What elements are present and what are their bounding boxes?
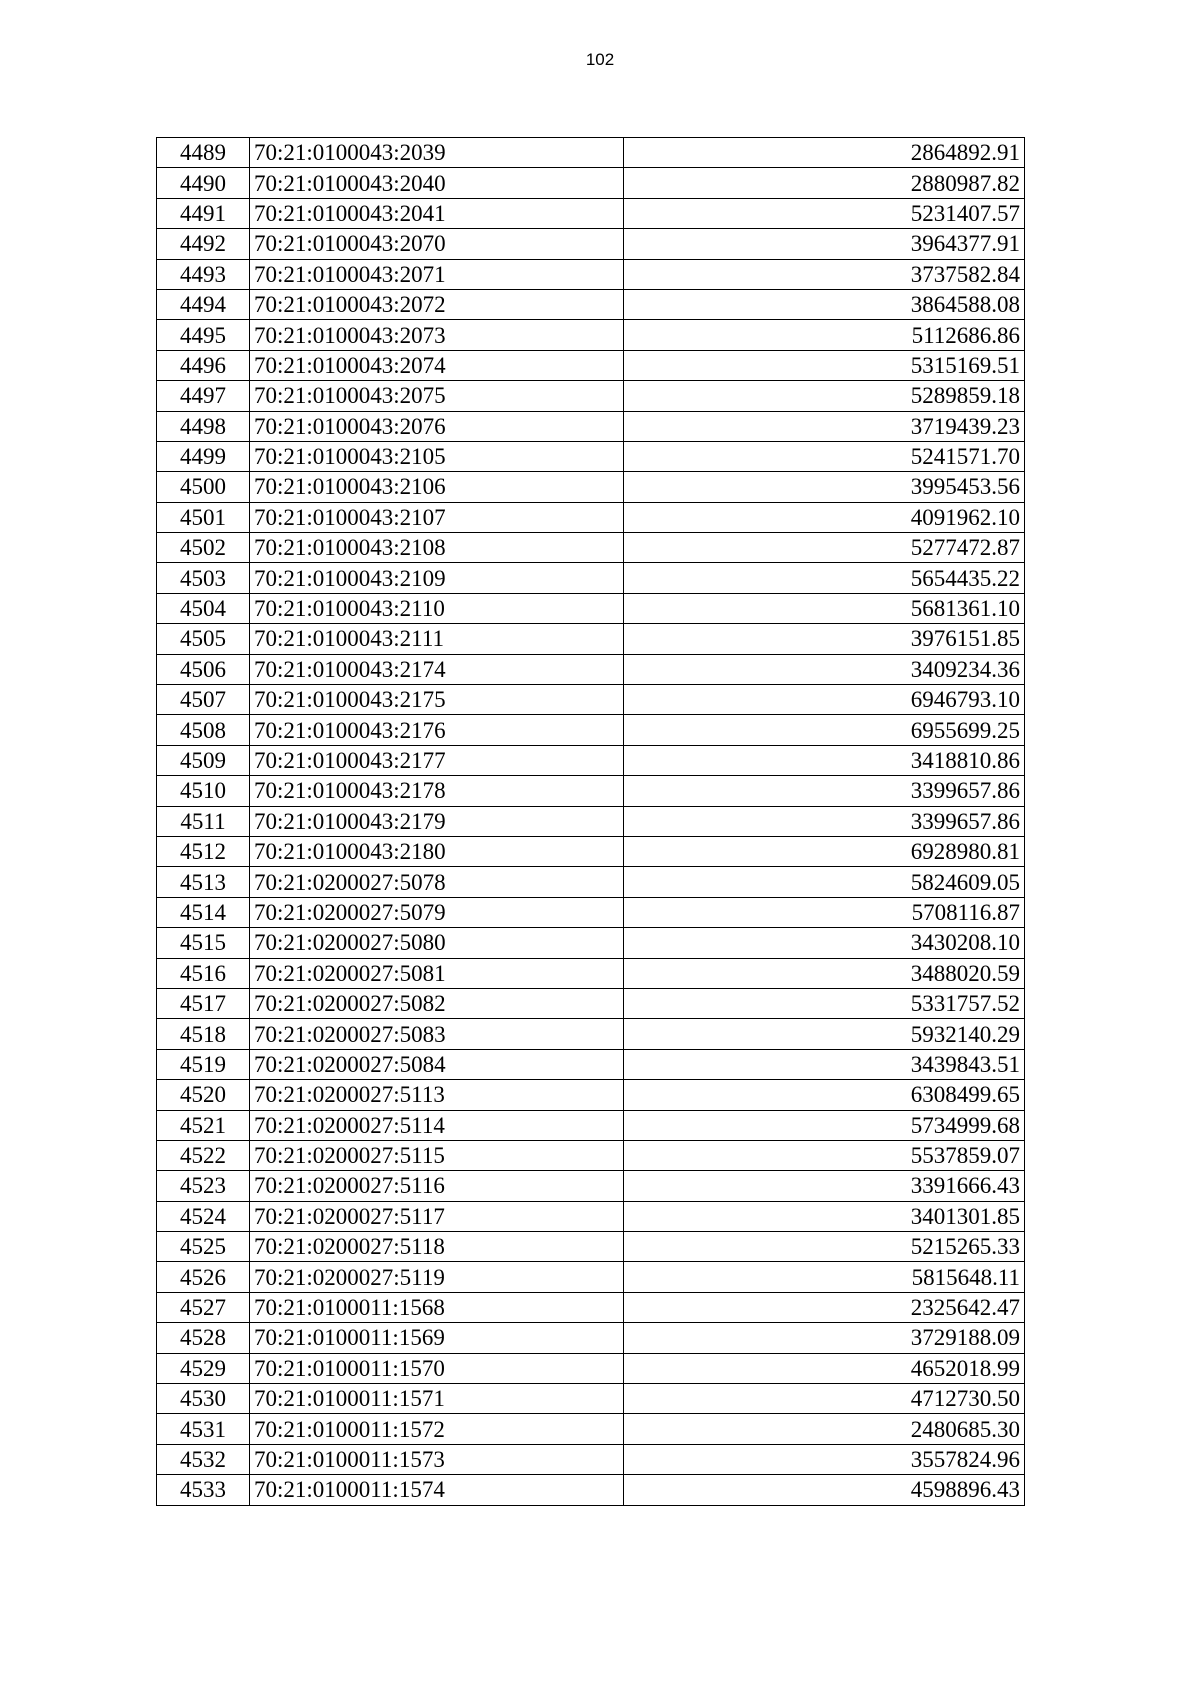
row-number-cell: 4506 <box>157 654 250 684</box>
row-number-cell: 4521 <box>157 1110 250 1140</box>
cadastral-value-cell: 5112686.86 <box>624 320 1025 350</box>
cadastral-number-cell: 70:21:0200027:5114 <box>250 1110 624 1140</box>
table-row <box>157 1049 1025 1079</box>
row-number-cell: 4524 <box>157 1201 250 1231</box>
cadastral-number-cell: 70:21:0100011:1568 <box>250 1292 624 1322</box>
table-row <box>157 776 1025 806</box>
cadastral-value-cell: 3399657.86 <box>624 806 1025 836</box>
table-row <box>157 1292 1025 1322</box>
cadastral-number-cell: 70:21:0100043:2109 <box>250 563 624 593</box>
row-number-cell: 4495 <box>157 320 250 350</box>
cadastral-number-cell: 70:21:0200027:5118 <box>250 1232 624 1262</box>
row-number-cell: 4520 <box>157 1080 250 1110</box>
cadastral-number-cell: 70:21:0100043:2107 <box>250 502 624 532</box>
table-row <box>157 928 1025 958</box>
table-row <box>157 1019 1025 1049</box>
row-number-cell: 4509 <box>157 745 250 775</box>
table-row <box>157 654 1025 684</box>
cadastral-value-cell: 3557824.96 <box>624 1444 1025 1474</box>
table-row <box>157 472 1025 502</box>
cadastral-value-cell: 3401301.85 <box>624 1201 1025 1231</box>
cadastral-value-cell: 4091962.10 <box>624 502 1025 532</box>
cadastral-value-cell: 3864588.08 <box>624 289 1025 319</box>
cadastral-number-cell: 70:21:0100043:2039 <box>250 138 624 168</box>
table-row <box>157 958 1025 988</box>
cadastral-value-cell: 5331757.52 <box>624 988 1025 1018</box>
row-number-cell: 4525 <box>157 1232 250 1262</box>
cadastral-number-cell: 70:21:0100043:2071 <box>250 259 624 289</box>
cadastral-number-cell: 70:21:0200027:5119 <box>250 1262 624 1292</box>
row-number-cell: 4531 <box>157 1414 250 1444</box>
table-row <box>157 533 1025 563</box>
table-row <box>157 198 1025 228</box>
table-row <box>157 836 1025 866</box>
row-number-cell: 4500 <box>157 472 250 502</box>
row-number-cell: 4511 <box>157 806 250 836</box>
cadastral-number-cell: 70:21:0100043:2040 <box>250 168 624 198</box>
cadastral-number-cell: 70:21:0100043:2074 <box>250 350 624 380</box>
cadastral-value-cell: 5289859.18 <box>624 381 1025 411</box>
table-row <box>157 1384 1025 1414</box>
cadastral-value-cell: 4652018.99 <box>624 1353 1025 1383</box>
table-row <box>157 1323 1025 1353</box>
row-number-cell: 4504 <box>157 593 250 623</box>
cadastral-number-cell: 70:21:0100011:1570 <box>250 1353 624 1383</box>
row-number-cell: 4501 <box>157 502 250 532</box>
cadastral-number-cell: 70:21:0100043:2073 <box>250 320 624 350</box>
row-number-cell: 4497 <box>157 381 250 411</box>
cadastral-number-cell: 70:21:0200027:5083 <box>250 1019 624 1049</box>
cadastral-value-table <box>156 137 1025 1506</box>
table-row <box>157 1080 1025 1110</box>
cadastral-value-cell: 5824609.05 <box>624 867 1025 897</box>
table-row <box>157 229 1025 259</box>
row-number-cell: 4507 <box>157 685 250 715</box>
row-number-cell: 4498 <box>157 411 250 441</box>
cadastral-value-cell: 3976151.85 <box>624 624 1025 654</box>
cadastral-value-cell: 5231407.57 <box>624 198 1025 228</box>
cadastral-number-cell: 70:21:0100043:2075 <box>250 381 624 411</box>
cadastral-value-cell: 3418810.86 <box>624 745 1025 775</box>
table-row <box>157 502 1025 532</box>
row-number-cell: 4530 <box>157 1384 250 1414</box>
cadastral-value-cell: 5815648.11 <box>624 1262 1025 1292</box>
row-number-cell: 4529 <box>157 1353 250 1383</box>
table-row <box>157 259 1025 289</box>
table-row <box>157 138 1025 168</box>
cadastral-number-cell: 70:21:0100011:1574 <box>250 1475 624 1505</box>
row-number-cell: 4502 <box>157 533 250 563</box>
cadastral-value-cell: 5315169.51 <box>624 350 1025 380</box>
table-row <box>157 988 1025 1018</box>
cadastral-value-cell: 3995453.56 <box>624 472 1025 502</box>
cadastral-value-cell: 5215265.33 <box>624 1232 1025 1262</box>
cadastral-value-cell: 5932140.29 <box>624 1019 1025 1049</box>
cadastral-number-cell: 70:21:0200027:5116 <box>250 1171 624 1201</box>
cadastral-number-cell: 70:21:0100011:1571 <box>250 1384 624 1414</box>
table-row <box>157 563 1025 593</box>
cadastral-value-cell: 3737582.84 <box>624 259 1025 289</box>
table-body <box>157 138 1025 1506</box>
table-row <box>157 381 1025 411</box>
cadastral-value-cell: 2880987.82 <box>624 168 1025 198</box>
row-number-cell: 4492 <box>157 229 250 259</box>
table-row <box>157 685 1025 715</box>
cadastral-number-cell: 70:21:0100043:2108 <box>250 533 624 563</box>
row-number-cell: 4533 <box>157 1475 250 1505</box>
table-row <box>157 1140 1025 1170</box>
table-row <box>157 897 1025 927</box>
row-number-cell: 4512 <box>157 836 250 866</box>
table-row <box>157 1414 1025 1444</box>
table-row <box>157 441 1025 471</box>
cadastral-value-cell: 3488020.59 <box>624 958 1025 988</box>
cadastral-number-cell: 70:21:0200027:5082 <box>250 988 624 1018</box>
cadastral-number-cell: 70:21:0100043:2041 <box>250 198 624 228</box>
row-number-cell: 4528 <box>157 1323 250 1353</box>
cadastral-number-cell: 70:21:0100043:2175 <box>250 685 624 715</box>
cadastral-number-cell: 70:21:0100043:2072 <box>250 289 624 319</box>
row-number-cell: 4519 <box>157 1049 250 1079</box>
row-number-cell: 4526 <box>157 1262 250 1292</box>
cadastral-value-cell: 4712730.50 <box>624 1384 1025 1414</box>
cadastral-number-cell: 70:21:0100043:2177 <box>250 745 624 775</box>
cadastral-value-cell: 5681361.10 <box>624 593 1025 623</box>
row-number-cell: 4517 <box>157 988 250 1018</box>
cadastral-number-cell: 70:21:0200027:5081 <box>250 958 624 988</box>
cadastral-value-cell: 5241571.70 <box>624 441 1025 471</box>
cadastral-number-cell: 70:21:0100043:2076 <box>250 411 624 441</box>
table-row <box>157 1110 1025 1140</box>
cadastral-number-cell: 70:21:0100011:1572 <box>250 1414 624 1444</box>
row-number-cell: 4515 <box>157 928 250 958</box>
cadastral-value-cell: 2864892.91 <box>624 138 1025 168</box>
table-row <box>157 1201 1025 1231</box>
row-number-cell: 4493 <box>157 259 250 289</box>
cadastral-number-cell: 70:21:0200027:5084 <box>250 1049 624 1079</box>
table-row <box>157 715 1025 745</box>
cadastral-value-cell: 3719439.23 <box>624 411 1025 441</box>
table-row <box>157 1353 1025 1383</box>
cadastral-value-cell: 5277472.87 <box>624 533 1025 563</box>
row-number-cell: 4494 <box>157 289 250 319</box>
row-number-cell: 4513 <box>157 867 250 897</box>
table-row <box>157 350 1025 380</box>
cadastral-number-cell: 70:21:0200027:5117 <box>250 1201 624 1231</box>
cadastral-value-cell: 3439843.51 <box>624 1049 1025 1079</box>
cadastral-number-cell: 70:21:0200027:5078 <box>250 867 624 897</box>
table-row <box>157 1232 1025 1262</box>
table-row <box>157 1171 1025 1201</box>
cadastral-number-cell: 70:21:0200027:5113 <box>250 1080 624 1110</box>
table-row <box>157 745 1025 775</box>
cadastral-value-cell: 4598896.43 <box>624 1475 1025 1505</box>
table-row <box>157 168 1025 198</box>
cadastral-value-cell: 6308499.65 <box>624 1080 1025 1110</box>
row-number-cell: 4518 <box>157 1019 250 1049</box>
row-number-cell: 4516 <box>157 958 250 988</box>
page-number: 102 <box>585 50 615 69</box>
cadastral-value-cell: 3964377.91 <box>624 229 1025 259</box>
row-number-cell: 4489 <box>157 138 250 168</box>
cadastral-number-cell: 70:21:0100043:2106 <box>250 472 624 502</box>
cadastral-number-cell: 70:21:0100011:1569 <box>250 1323 624 1353</box>
cadastral-value-cell: 3729188.09 <box>624 1323 1025 1353</box>
cadastral-value-cell: 5708116.87 <box>624 897 1025 927</box>
cadastral-number-cell: 70:21:0100043:2176 <box>250 715 624 745</box>
row-number-cell: 4532 <box>157 1444 250 1474</box>
table-row <box>157 1475 1025 1505</box>
cadastral-value-cell: 6955699.25 <box>624 715 1025 745</box>
table-row <box>157 624 1025 654</box>
table-row <box>157 867 1025 897</box>
cadastral-value-cell: 6928980.81 <box>624 836 1025 866</box>
table-row <box>157 320 1025 350</box>
row-number-cell: 4505 <box>157 624 250 654</box>
cadastral-value-cell: 3430208.10 <box>624 928 1025 958</box>
cadastral-value-cell: 5654435.22 <box>624 563 1025 593</box>
table-row <box>157 289 1025 319</box>
cadastral-number-cell: 70:21:0100011:1573 <box>250 1444 624 1474</box>
row-number-cell: 4523 <box>157 1171 250 1201</box>
row-number-cell: 4527 <box>157 1292 250 1322</box>
cadastral-value-cell: 5734999.68 <box>624 1110 1025 1140</box>
cadastral-number-cell: 70:21:0200027:5080 <box>250 928 624 958</box>
row-number-cell: 4522 <box>157 1140 250 1170</box>
cadastral-number-cell: 70:21:0100043:2180 <box>250 836 624 866</box>
cadastral-number-cell: 70:21:0200027:5115 <box>250 1140 624 1170</box>
table-row <box>157 1262 1025 1292</box>
cadastral-value-cell: 3399657.86 <box>624 776 1025 806</box>
cadastral-value-cell: 2325642.47 <box>624 1292 1025 1322</box>
row-number-cell: 4499 <box>157 441 250 471</box>
cadastral-number-cell: 70:21:0100043:2105 <box>250 441 624 471</box>
cadastral-number-cell: 70:21:0100043:2174 <box>250 654 624 684</box>
table-row <box>157 593 1025 623</box>
cadastral-number-cell: 70:21:0100043:2111 <box>250 624 624 654</box>
row-number-cell: 4491 <box>157 198 250 228</box>
cadastral-number-cell: 70:21:0100043:2179 <box>250 806 624 836</box>
cadastral-number-cell: 70:21:0100043:2070 <box>250 229 624 259</box>
cadastral-value-cell: 3391666.43 <box>624 1171 1025 1201</box>
cadastral-number-cell: 70:21:0200027:5079 <box>250 897 624 927</box>
row-number-cell: 4508 <box>157 715 250 745</box>
cadastral-number-cell: 70:21:0100043:2110 <box>250 593 624 623</box>
row-number-cell: 4503 <box>157 563 250 593</box>
cadastral-value-cell: 6946793.10 <box>624 685 1025 715</box>
cadastral-number-cell: 70:21:0100043:2178 <box>250 776 624 806</box>
cadastral-value-cell: 5537859.07 <box>624 1140 1025 1170</box>
table-row <box>157 806 1025 836</box>
cadastral-value-cell: 2480685.30 <box>624 1414 1025 1444</box>
row-number-cell: 4490 <box>157 168 250 198</box>
row-number-cell: 4496 <box>157 350 250 380</box>
row-number-cell: 4514 <box>157 897 250 927</box>
cadastral-value-cell: 3409234.36 <box>624 654 1025 684</box>
row-number-cell: 4510 <box>157 776 250 806</box>
table-row <box>157 1444 1025 1474</box>
table-row <box>157 411 1025 441</box>
